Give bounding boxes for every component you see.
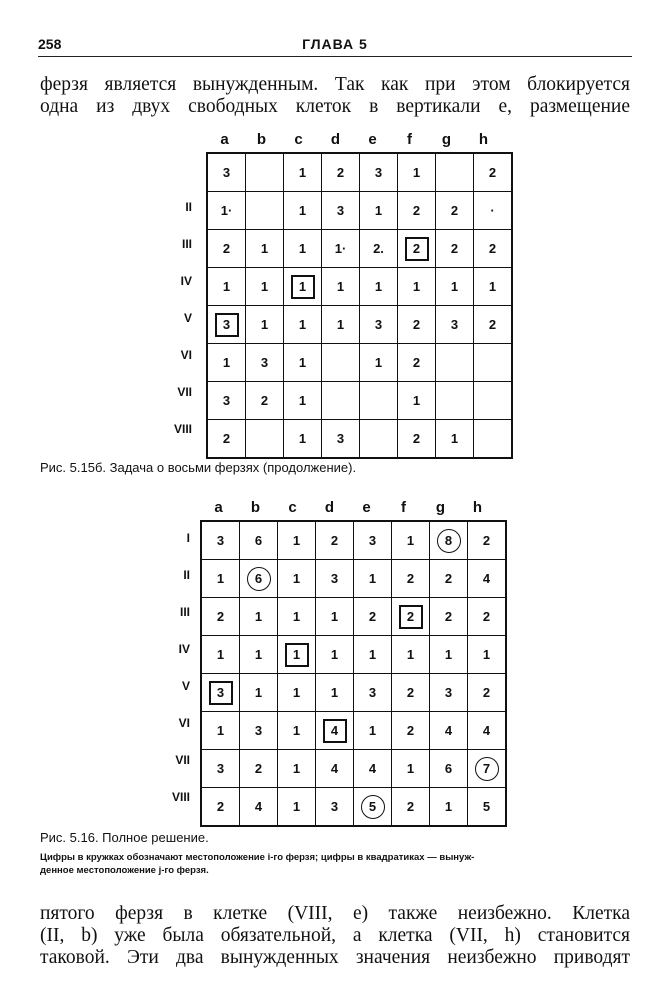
board1-row-labels <box>152 152 192 448</box>
board-grid <box>200 520 507 827</box>
board-cell: 1 <box>201 560 240 598</box>
board-cell: 3 <box>322 420 360 459</box>
board-cell: 2 <box>468 521 507 560</box>
board-cell: 1 <box>207 344 246 382</box>
board-cell: 1 <box>316 674 354 712</box>
board-row <box>207 268 512 306</box>
board-cell: 2 <box>430 598 468 636</box>
board-cell: 1 <box>201 712 240 750</box>
board-cell: 1 <box>316 636 354 674</box>
board-cell: 1 <box>316 598 354 636</box>
board-row <box>207 230 512 268</box>
board-cell: 4 <box>354 750 392 788</box>
board-cell: 2 <box>398 306 436 344</box>
board-cell <box>468 750 507 788</box>
board-cell: 3 <box>316 788 354 827</box>
column-label: e <box>362 499 371 516</box>
column-label: c <box>294 131 303 148</box>
row-label: II <box>183 568 190 582</box>
board-cell: 2 <box>398 420 436 459</box>
board-cell: 2 <box>201 598 240 636</box>
board-cell: 1 <box>354 636 392 674</box>
board-cell <box>474 420 513 459</box>
board1-column-labels <box>206 131 502 148</box>
board-cell: 1 <box>284 344 322 382</box>
forced-position-box: 1 <box>291 275 315 299</box>
board-cell: 1 <box>240 598 278 636</box>
board-cell: 2 <box>474 306 513 344</box>
forced-position-box: 3 <box>215 313 239 337</box>
board-cell: 1 <box>398 153 436 192</box>
board-row <box>201 750 506 788</box>
board-cell <box>322 382 360 420</box>
board-cell: 1 <box>284 192 322 230</box>
column-label: h <box>472 499 483 516</box>
column-label: d <box>330 131 341 148</box>
board-cell: 3 <box>354 674 392 712</box>
board-cell: 3 <box>201 521 240 560</box>
board-row <box>207 382 512 420</box>
board-cell: 1 <box>278 521 316 560</box>
board-cell <box>436 153 474 192</box>
board-cell <box>246 420 284 459</box>
board-cell: 2 <box>474 230 513 268</box>
column-label: b <box>250 499 261 516</box>
board-cell: 2 <box>392 674 430 712</box>
board-cell: 2 <box>430 560 468 598</box>
board-cell: 5 <box>468 788 507 827</box>
board-cell: 2 <box>436 230 474 268</box>
board-cell: 1 <box>284 153 322 192</box>
text-line: одна из двух свободных клеток в вертикали е, размещение <box>40 96 630 117</box>
queen-position-circle: 5 <box>361 795 385 819</box>
board-cell: 2 <box>207 420 246 459</box>
board-cell: 1 <box>322 306 360 344</box>
text-line: (II, b) уже была обязательной, а клетка (VII, h) становится <box>40 925 630 946</box>
board-cell: 1 <box>284 306 322 344</box>
board-cell: 2 <box>468 598 507 636</box>
board-cell: 1· <box>322 230 360 268</box>
board-row <box>207 192 512 230</box>
board-cell: 2 <box>246 382 284 420</box>
board-cell <box>436 382 474 420</box>
column-label: f <box>407 131 412 148</box>
figure-caption-5-15b: Рис. 5.15б. Задача о восьми ферзях (продолжение). <box>40 460 357 475</box>
board-cell <box>392 598 430 636</box>
row-label: VIII <box>173 422 192 436</box>
row-label <box>152 152 192 189</box>
forced-position-box: 1 <box>285 643 309 667</box>
board-cell: 1 <box>278 788 316 827</box>
board-fig-5-15b <box>206 152 502 448</box>
board-cell <box>316 712 354 750</box>
forced-position-box: 2 <box>399 605 423 629</box>
column-label: d <box>324 499 335 516</box>
board-cell: 1 <box>468 636 507 674</box>
board-cell: 3 <box>316 560 354 598</box>
forced-position-box: 2 <box>405 237 429 261</box>
board-row <box>201 521 506 560</box>
text-line: таковой. Эти два вынужденных значения неизбежно приводят <box>40 947 630 968</box>
board-cell: 2 <box>354 598 392 636</box>
board-row <box>207 344 512 382</box>
column-label: c <box>288 499 297 516</box>
column-label: a <box>214 499 223 516</box>
board-cell: 1 <box>201 636 240 674</box>
board-cell: 1 <box>392 750 430 788</box>
board-cell <box>474 344 513 382</box>
forced-position-box: 3 <box>209 681 233 705</box>
board-cell: 2 <box>468 674 507 712</box>
board-cell: 2 <box>392 712 430 750</box>
board-cell <box>201 674 240 712</box>
board-cell: 4 <box>468 712 507 750</box>
board-cell <box>246 192 284 230</box>
board-row <box>201 636 506 674</box>
board-row <box>201 560 506 598</box>
text-line: ферзя является вынужденным. Так как при этом блокируется <box>40 74 630 95</box>
queen-position-circle: 6 <box>247 567 271 591</box>
board-cell: 1 <box>360 192 398 230</box>
board-cell <box>436 344 474 382</box>
board-cell: 1 <box>240 674 278 712</box>
board-cell: 2 <box>207 230 246 268</box>
board-cell: 1 <box>392 636 430 674</box>
board-cell: 1 <box>246 306 284 344</box>
row-label: VI <box>178 716 190 730</box>
board-cell: 3 <box>360 306 398 344</box>
board-cell <box>207 306 246 344</box>
queen-position-circle: 7 <box>475 757 499 781</box>
row-label: V <box>183 311 192 325</box>
row-label: III <box>181 237 192 251</box>
board-cell: 2 <box>201 788 240 827</box>
row-label: VII <box>177 385 192 399</box>
board-row <box>207 306 512 344</box>
board-grid <box>206 152 513 459</box>
board-cell: 1 <box>398 268 436 306</box>
board-cell: · <box>474 192 513 230</box>
bottom-paragraph <box>40 903 630 969</box>
row-label: VIII <box>171 790 190 804</box>
row-label: I <box>186 531 190 545</box>
board-cell <box>398 230 436 268</box>
board-cell: 3 <box>201 750 240 788</box>
board-cell: 2 <box>392 788 430 827</box>
board-cell <box>474 382 513 420</box>
board-row <box>201 788 506 827</box>
board-cell: 6 <box>240 521 278 560</box>
board-cell: 2. <box>360 230 398 268</box>
column-label: a <box>220 131 229 148</box>
board-cell: 1 <box>246 230 284 268</box>
board-cell: 3 <box>436 306 474 344</box>
board-cell: 2 <box>240 750 278 788</box>
board-cell: 3 <box>240 712 278 750</box>
board-row <box>207 420 512 459</box>
figure-note <box>40 851 640 877</box>
row-label: V <box>181 679 190 693</box>
board-cell: 3 <box>430 674 468 712</box>
figure-caption-5-16: Рис. 5.16. Полное решение. <box>40 830 209 845</box>
text-line: пятого ферзя в клетке (VIII, е) также неизбежно. Клетка <box>40 903 630 924</box>
board-cell: 4 <box>468 560 507 598</box>
board-cell: 1 <box>322 268 360 306</box>
board-cell: 2 <box>398 192 436 230</box>
board-cell: 3 <box>322 192 360 230</box>
row-label: II <box>185 200 192 214</box>
board-cell: 2 <box>398 344 436 382</box>
row-label: III <box>179 605 190 619</box>
board-cell: 1 <box>398 382 436 420</box>
board-cell: 1 <box>284 230 322 268</box>
board-cell: 4 <box>430 712 468 750</box>
board-cell <box>360 382 398 420</box>
board-row <box>201 712 506 750</box>
row-label: VII <box>175 753 190 767</box>
board-cell: 6 <box>430 750 468 788</box>
note-line: Цифры в кружках обозначают местоположение i-го ферзя; цифры в квадратиках — вынуж- <box>40 852 475 863</box>
board-cell: 3 <box>207 382 246 420</box>
board-cell: 1 <box>474 268 513 306</box>
board-cell: 1 <box>284 382 322 420</box>
board-cell <box>246 153 284 192</box>
row-label: IV <box>180 274 192 288</box>
board-cell: 1 <box>360 268 398 306</box>
board-cell: 1 <box>246 268 284 306</box>
board-row <box>207 153 512 192</box>
board-cell: 1· <box>207 192 246 230</box>
column-label: e <box>368 131 377 148</box>
board2-row-labels <box>150 520 190 816</box>
board-cell <box>360 420 398 459</box>
board-cell <box>278 636 316 674</box>
row-label: IV <box>178 642 190 656</box>
board-cell: 3 <box>360 153 398 192</box>
board-cell: 1 <box>354 560 392 598</box>
board-cell: 1 <box>430 788 468 827</box>
board-cell: 1 <box>278 674 316 712</box>
board-cell: 1 <box>436 420 474 459</box>
board-row <box>201 598 506 636</box>
board-cell: 1 <box>278 712 316 750</box>
board-cell <box>284 268 322 306</box>
board-cell: 3 <box>246 344 284 382</box>
board-cell: 2 <box>436 192 474 230</box>
board-cell: 1 <box>436 268 474 306</box>
row-label: VI <box>180 348 192 362</box>
board-cell: 4 <box>240 788 278 827</box>
board-row <box>201 674 506 712</box>
board-cell: 2 <box>322 153 360 192</box>
board-cell: 1 <box>360 344 398 382</box>
board2-column-labels <box>200 499 496 516</box>
board-cell: 1 <box>278 750 316 788</box>
board-cell <box>430 521 468 560</box>
forced-position-box: 4 <box>323 719 347 743</box>
queen-position-circle: 8 <box>437 529 461 553</box>
column-label: g <box>441 131 452 148</box>
board-fig-5-16 <box>200 520 496 816</box>
note-line: денное местоположение j-го ферзя. <box>40 865 209 876</box>
board-cell: 2 <box>392 560 430 598</box>
board-cell <box>240 560 278 598</box>
board-cell: 1 <box>430 636 468 674</box>
board-cell <box>322 344 360 382</box>
page-number: 258 <box>38 36 62 52</box>
board-cell: 1 <box>392 521 430 560</box>
board-cell: 3 <box>354 521 392 560</box>
board-cell: 4 <box>316 750 354 788</box>
board-cell: 3 <box>207 153 246 192</box>
board-cell: 1 <box>278 560 316 598</box>
column-label: f <box>401 499 406 516</box>
column-label: g <box>435 499 446 516</box>
board-cell: 1 <box>207 268 246 306</box>
board-cell: 1 <box>240 636 278 674</box>
chapter-title: ГЛАВА 5 <box>302 36 368 52</box>
board-cell <box>354 788 392 827</box>
board-cell: 2 <box>316 521 354 560</box>
page-header <box>38 36 632 57</box>
board-cell: 1 <box>284 420 322 459</box>
column-label: h <box>478 131 489 148</box>
board-cell: 1 <box>354 712 392 750</box>
board-cell: 1 <box>278 598 316 636</box>
board-cell: 2 <box>474 153 513 192</box>
column-label: b <box>256 131 267 148</box>
top-paragraph <box>40 74 630 118</box>
